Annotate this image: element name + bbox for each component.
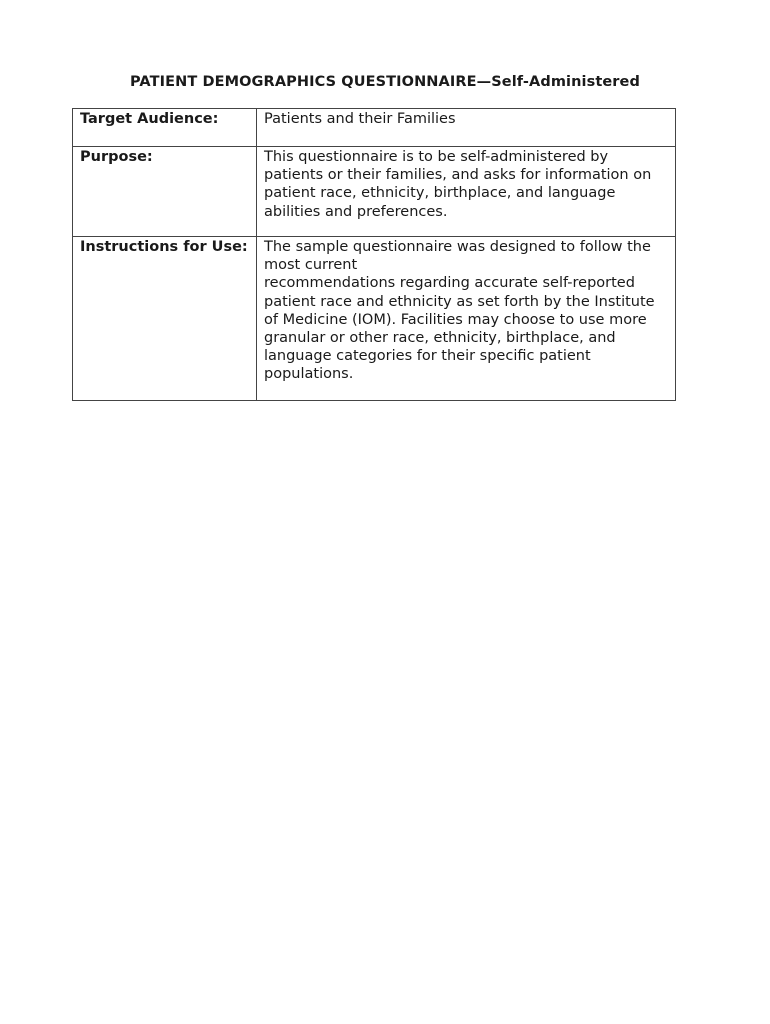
info-table (72, 108, 676, 401)
page-title: PATIENT DEMOGRAPHICS QUESTIONNAIRE—Self-Administered (130, 74, 640, 90)
table-row (73, 109, 676, 147)
instructions-text-line-2: recommendations regarding accurate self-reported patient race and ethnicity as set forth by the Institute of Medicine (IOM). Facilities may choose to use more granular or other race, ethnicity, birthplace, and language categories for their specific patient populations. (264, 275, 655, 383)
row-value-purpose: This questionnaire is to be self-administered by patients or their families, and asks for information on patient race, ethnicity, birthplace, and language abilities and preferences. (257, 147, 676, 237)
instructions-text-line-1: The sample questionnaire was designed to follow the most current (264, 239, 651, 274)
row-value-target-audience: Patients and their Families (257, 109, 676, 147)
row-label-target-audience: Target Audience: (73, 109, 257, 147)
row-value-instructions (257, 237, 676, 401)
table-row (73, 237, 676, 401)
row-label-instructions: Instructions for Use: (73, 237, 257, 401)
row-label-purpose: Purpose: (73, 147, 257, 237)
table-row (73, 147, 676, 237)
